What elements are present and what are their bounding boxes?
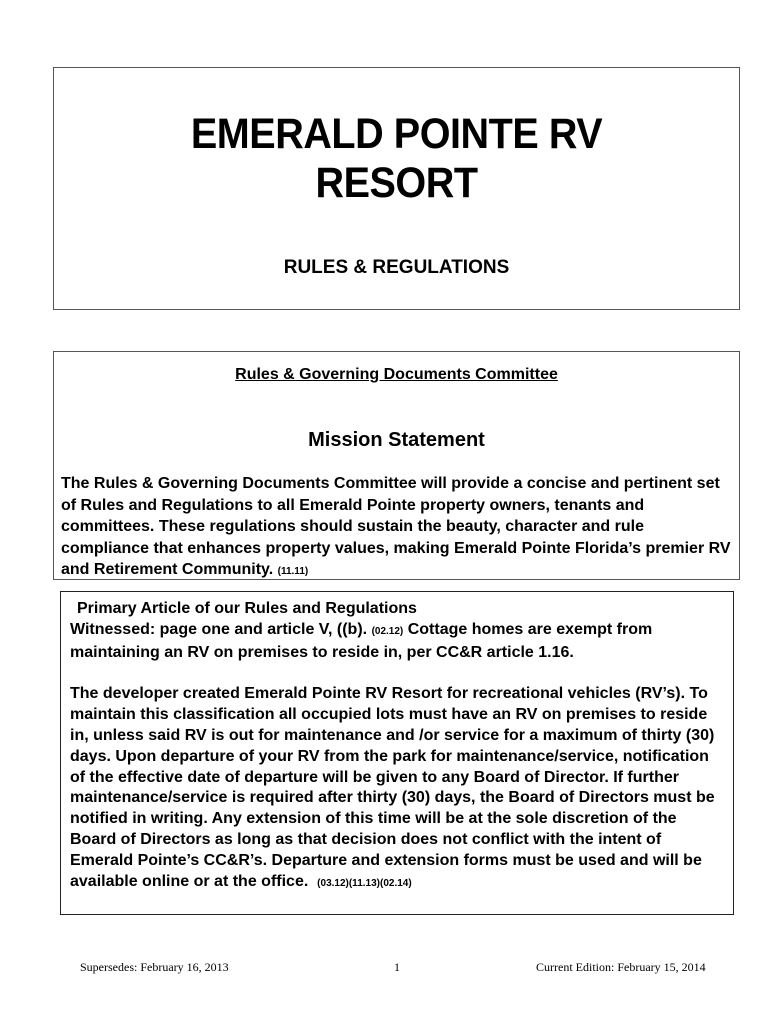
witness-paragraph	[70, 620, 727, 664]
witness-code: (02.12)	[371, 625, 404, 637]
document-subtitle: RULES & REGULATIONS	[283, 257, 510, 278]
mission-statement-box	[53, 351, 740, 580]
primary-body-code: (03.12)(11.13)(02.14)	[317, 877, 412, 889]
footer-page-number: 1	[394, 960, 400, 974]
cottage-text: Cottage homes are exempt from maintaining an RV on premises to reside in, per CC&R article 1.16.	[70, 620, 653, 661]
title-box	[53, 67, 740, 310]
witness-text: Witnessed: page one and article V, ((b).	[70, 620, 368, 638]
document-title	[81, 110, 711, 208]
title-line-1: EMERALD POINTE RV	[190, 110, 603, 158]
paragraph-gap	[70, 663, 727, 684]
primary-article-box	[60, 591, 734, 915]
mission-code: (11.11)	[277, 566, 309, 578]
footer-edition: Current Edition: February 15, 2014	[536, 960, 706, 974]
primary-article-heading: Primary Article of our Rules and Regulations	[77, 600, 417, 617]
primary-body-text: The developer created Emerald Pointe RV Resort for recreational vehicles (RV’s). To maintain this classification all occupied lots must have an RV on premises to reside in, unless said RV is out for maintenance and /or service for a maximum of thirty (30) days. Upon departure of your RV from the park for maintenance/service, notification of the effective date of departure will be given to any Board of Director. If further maintenance/service is required after thirty (30) days, the Board of Directors must be notified in writing. Any extension of this time will be at the sole discretion of the Board of Directors as long as that decision does not conflict with the intent of Emerald Pointe’s CC&R’s. Departure and extension forms must be used and will be available online or at the office.	[70, 685, 715, 890]
primary-article-content	[70, 599, 727, 894]
footer-supersedes: Supersedes: February 16, 2013	[80, 960, 229, 974]
mission-heading: Mission Statement	[308, 429, 485, 451]
title-line-2: RESORT	[315, 159, 478, 207]
committee-name: Rules & Governing Documents Committee	[235, 366, 558, 383]
mission-paragraph	[61, 473, 733, 583]
mission-text: The Rules & Governing Documents Committee will provide a concise and pertinent set of Rules and Regulations to all Emerald Pointe property owners, tenants and committees. These regulations should sustain the beauty, character and rule compliance that enhances property values, making Emerald Pointe Florida’s premier RV and Retirement Community.	[61, 475, 731, 579]
primary-body-paragraph	[70, 684, 727, 894]
